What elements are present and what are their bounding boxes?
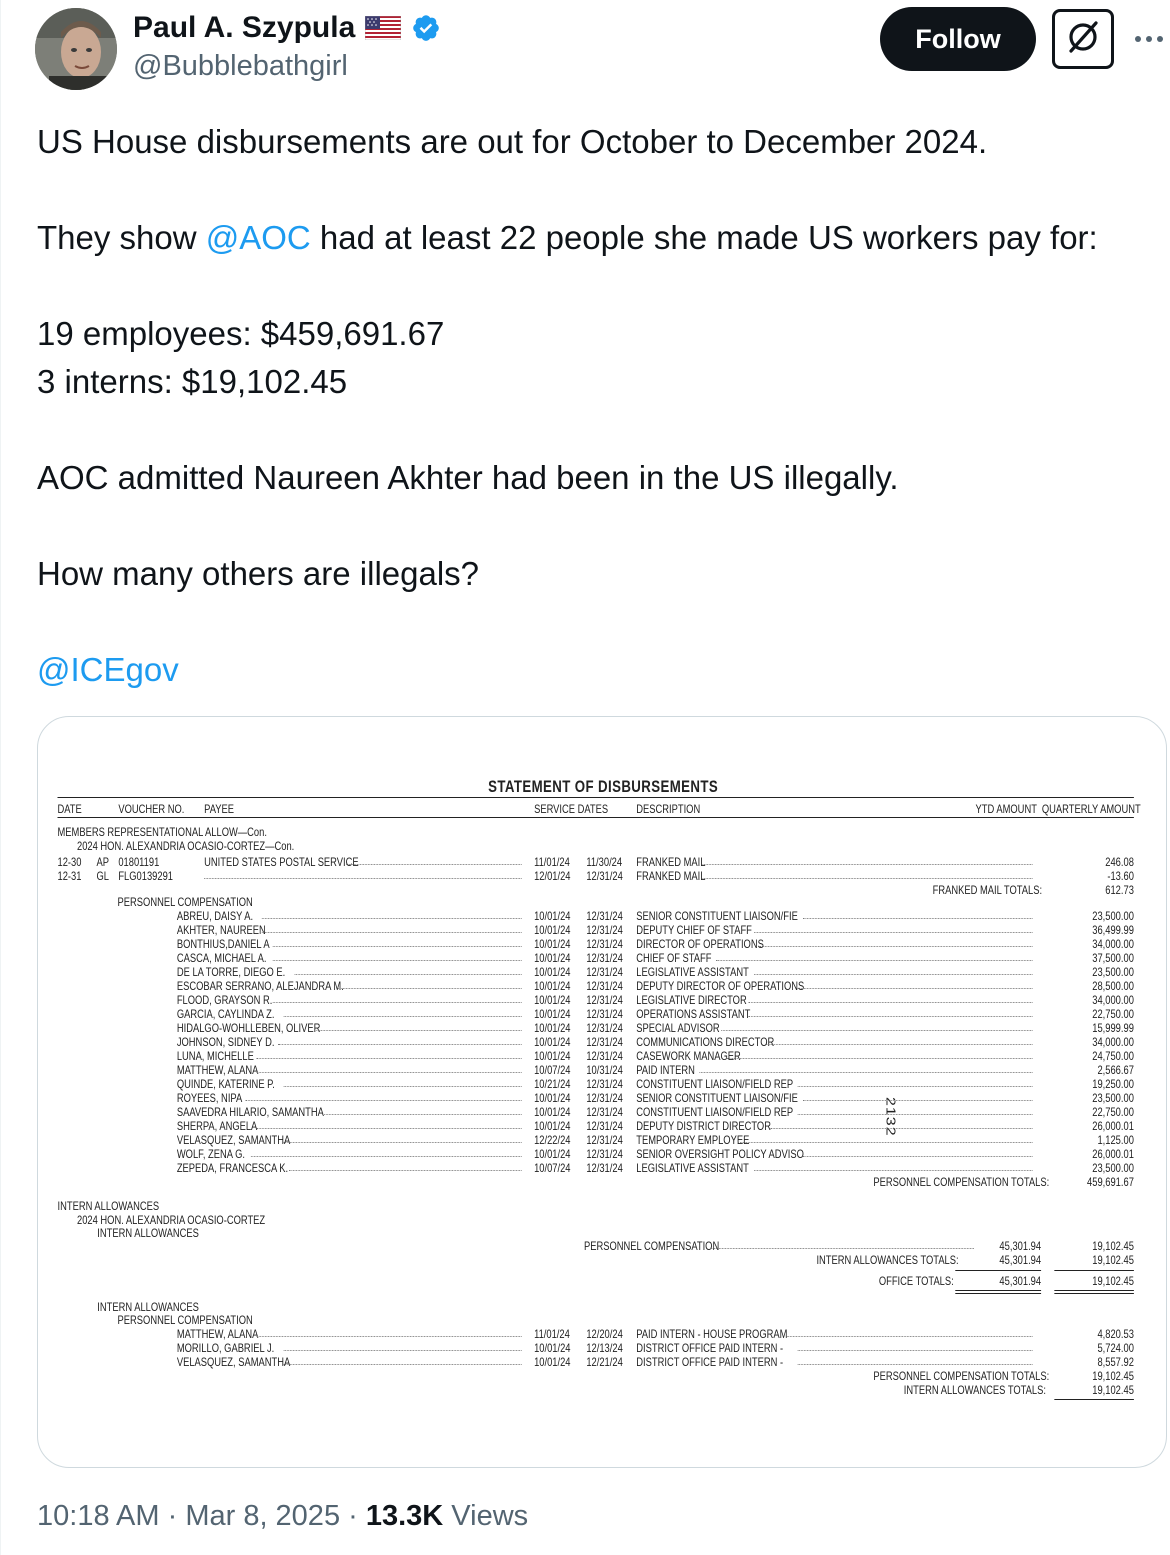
leader-dots [273,951,522,961]
staff-amount: 36,499.99 [1092,923,1134,937]
more-icon [1133,31,1165,49]
staff-title: SENIOR CONSTITUENT LIAISON/FIE [636,909,798,923]
leader-dots [245,1091,521,1101]
staff-to: 12/31/24 [586,1021,623,1035]
staff-name: SAAVEDRA HILARIO, SAMANTHA [176,1105,324,1119]
intern-from: 10/01/24 [534,1355,571,1369]
staff-title: LEGISLATIVE ASSISTANT [636,1161,749,1175]
staff-to: 12/31/24 [586,1161,623,1175]
leader-dots [322,1105,522,1115]
leader-dots [278,1035,521,1045]
leader-dots [727,1049,1033,1059]
intern-title: DISTRICT OFFICE PAID INTERN - [636,1341,784,1355]
staff-name: SHERPA, ANGELA [176,1119,258,1133]
author-avatar[interactable] [35,8,117,90]
staff-to: 12/31/24 [586,979,623,993]
tweet-line [37,262,1147,310]
franked-total: 612.73 [1105,883,1134,897]
leader-dots [273,993,522,1003]
leader-dots [765,1035,1033,1045]
staff-from: 10/01/24 [534,937,571,951]
staff-amount: 34,000.00 [1092,993,1134,1007]
staff-title: CONSTITUENT LIAISON/FIELD REP [636,1077,794,1091]
row-date: 12-31 [57,869,82,883]
staff-to: 12/31/24 [586,1091,623,1105]
intern-pc-q: 19,102.45 [1092,1239,1134,1253]
divider [58,797,1134,798]
leader-dots [346,855,522,865]
intern-name: MATTHEW, ALANA [176,1327,259,1341]
intern-name: MORILLO, GABRIEL J. [176,1341,275,1355]
staff-name: ESCOBAR SERRANO, ALEJANDRA M. [176,979,344,993]
staff-name: DE LA TORRE, DIEGO E. [176,965,286,979]
header-service-dates: SERVICE DATES [534,802,609,816]
staff-title: PAID INTERN [636,1063,695,1077]
staff-to: 12/31/24 [586,993,623,1007]
staff-title: SENIOR CONSTITUENT LIAISON/FIE [636,1091,798,1105]
staff-to: 12/31/24 [586,951,623,965]
staff-name: CASCA, MICHAEL A. [176,951,267,965]
leader-dots [798,1105,1033,1115]
leader-dots [754,1161,1032,1171]
leader-dots [338,979,521,989]
tweet-line [37,598,1147,646]
staff-title: DIRECTOR OF OPERATIONS [636,937,764,951]
leader-dots [803,909,1032,919]
header-ytd: YTD AMOUNT [975,802,1037,816]
follow-button[interactable]: Follow [880,7,1036,71]
header-description: DESCRIPTION [636,802,701,816]
tweet-line [37,214,1147,262]
total-rule [955,1270,1041,1271]
staff-name: FLOOD, GRAYSON R. [176,993,273,1007]
staff-from: 12/22/24 [534,1133,571,1147]
staff-to: 12/31/24 [586,909,623,923]
staff-name: ROYEES, NIPA [176,1091,243,1105]
staff-name: AKHTER, NAUREEN [176,923,266,937]
staff-name: GARCIA, CAYLINDA Z. [176,1007,275,1021]
franked-total-label: FRANKED MAIL TOTALS: [932,883,1043,897]
leader-dots [284,1355,522,1365]
intern-to: 12/13/24 [586,1341,623,1355]
leader-dots [204,869,521,879]
leader-dots [251,1147,522,1157]
staff-to: 12/31/24 [586,1035,623,1049]
intern-allow-totals: 19,102.45 [1092,1383,1134,1397]
total-rule [1054,1290,1134,1291]
staff-amount: 1,125.00 [1097,1133,1134,1147]
staff-title: TEMPORARY EMPLOYEE [636,1133,750,1147]
intern-allow-totals-label: INTERN ALLOWANCES TOTALS: [903,1383,1046,1397]
staff-from: 10/01/24 [534,951,571,965]
staff-name: LUNA, MICHELLE [176,1049,254,1063]
staff-name: QUINDE, KATERINE P. [176,1077,275,1091]
staff-to: 10/31/24 [586,1063,623,1077]
tweet-text [37,118,1147,694]
page-number: 2132 [883,1097,897,1137]
more-options-button[interactable] [1129,20,1169,60]
intern2-pc: PERSONNEL COMPENSATION [117,1313,253,1327]
tweet-line: AOC admitted Naureen Akhter had been in the US illegally. [37,459,899,496]
staff-name: ABREU, DAISY A. [176,909,254,923]
leader-dots [284,1077,522,1087]
tweet-line [37,166,1147,214]
header-date: DATE [57,802,82,816]
staff-to: 12/31/24 [586,1133,623,1147]
section-subheading: 2024 HON. ALEXANDRIA OCASIO-CORTEZ—Con. [77,839,295,853]
leader-dots [754,965,1032,975]
staff-name: BONTHIUS,DANIEL A [176,937,270,951]
row-type: AP [96,855,109,869]
staff-name: ZEPEDA, FRANCESCA K. [176,1161,289,1175]
staff-from: 10/07/24 [534,1161,571,1175]
staff-amount: 23,500.00 [1092,1161,1134,1175]
author-name[interactable]: Paul A. Szypula [133,11,356,44]
tweet-line: 3 interns: $19,102.45 [37,363,348,400]
staff-from: 10/01/24 [534,1049,571,1063]
leader-dots [798,1341,1033,1351]
row-date: 12-30 [57,855,82,869]
leader-dots [721,1021,1032,1031]
staff-amount: 37,500.00 [1092,951,1134,965]
staff-from: 10/01/24 [534,1007,571,1021]
staff-to: 12/31/24 [586,1007,623,1021]
tweet-line [37,406,1147,454]
staff-title: SPECIAL ADVISOR [636,1021,720,1035]
staff-from: 10/01/24 [534,1021,571,1035]
intern-totals-ytd: 45,301.94 [999,1253,1042,1267]
row-to: 12/31/24 [586,869,623,883]
author-name-row [133,10,441,46]
staff-title: DEPUTY DIRECTOR OF OPERATIONS [636,979,805,993]
mention-icegov-link[interactable]: @ICEgov [37,651,179,688]
leader-dots [289,1161,521,1171]
divider [58,817,1134,818]
total-rule [955,1290,1041,1291]
leader-dots [710,1239,974,1249]
staff-amount: 22,750.00 [1092,1007,1134,1021]
staff-title: OPERATIONS ASSISTANT [636,1007,751,1021]
staff-name: VELASQUEZ, SAMANTHA [176,1133,291,1147]
staff-to: 12/31/24 [586,1077,623,1091]
separator: · [340,1500,366,1532]
personnel-heading: PERSONNEL COMPENSATION [117,895,253,909]
intern-section: INTERN ALLOWANCES [57,1199,160,1213]
total-rule [1054,1270,1134,1271]
leader-dots [787,1327,1033,1337]
leader-dots [273,937,522,947]
staff-to: 12/31/24 [586,1147,623,1161]
leader-dots [316,1021,521,1031]
staff-from: 10/01/24 [534,1119,571,1133]
personnel-total: 459,691.67 [1087,1175,1134,1189]
intern2-section: INTERN ALLOWANCES [97,1300,199,1314]
staff-amount: 34,000.00 [1092,1035,1134,1049]
intern-sub: 2024 HON. ALEXANDRIA OCASIO-CORTEZ [77,1213,266,1227]
intern-amount: 8,557.92 [1097,1355,1134,1369]
row-amount: 246.08 [1105,855,1134,869]
leader-dots [284,1341,522,1351]
staff-from: 10/01/24 [534,965,571,979]
leader-dots [798,979,1033,989]
document-title: STATEMENT OF DISBURSEMENTS [488,777,719,796]
staff-title: DEPUTY CHIEF OF STAFF [636,923,752,937]
tweet-line-suffix: had at least 22 people she made US workers pay for: [310,219,1098,256]
header-payee: PAYEE [204,802,234,816]
tweet-line [37,646,1147,694]
personnel-total-label: PERSONNEL COMPENSATION TOTALS: [873,1175,1050,1189]
staff-title: DEPUTY DISTRICT DIRECTOR [636,1119,771,1133]
leader-dots [256,1119,521,1129]
row-type: GL [96,869,109,883]
leader-dots [256,1049,521,1059]
office-totals-q: 19,102.45 [1092,1274,1134,1288]
us-flag-icon [365,16,401,40]
leader-dots [716,951,1033,961]
leader-dots [262,909,522,919]
tweet-time[interactable]: 10:18 AM [37,1500,160,1532]
staff-to: 12/31/24 [586,923,623,937]
staff-from: 10/07/24 [534,1063,571,1077]
leader-dots [749,1007,1033,1017]
staff-to: 12/31/24 [586,1119,623,1133]
disbursement-document [38,717,1141,1468]
staff-amount: 26,000.01 [1092,1119,1134,1133]
leader-dots [256,1327,521,1337]
row-from: 12/01/24 [534,869,571,883]
intern-to: 12/20/24 [586,1327,623,1341]
staff-amount: 24,750.00 [1092,1049,1134,1063]
leader-dots [738,1133,1033,1143]
staff-amount: 19,250.00 [1092,1077,1134,1091]
staff-title: CASEWORK MANAGER [636,1049,741,1063]
intern-sub2: INTERN ALLOWANCES [97,1226,199,1240]
intern-name: VELASQUEZ, SAMANTHA [176,1355,291,1369]
leader-dots [760,937,1033,947]
tweet-line: US House disbursements are out for October to December 2024. [37,123,988,160]
staff-from: 10/01/24 [534,1147,571,1161]
staff-from: 10/01/24 [534,923,571,937]
row-voucher: FLG0139291 [118,869,173,883]
staff-from: 10/01/24 [534,979,571,993]
staff-amount: 28,500.00 [1092,979,1134,993]
staff-amount: 23,500.00 [1092,965,1134,979]
separator: · [159,1500,186,1532]
intern-to: 12/21/24 [586,1355,623,1369]
grok-button[interactable] [1052,9,1114,69]
staff-title: LEGISLATIVE DIRECTOR [636,993,747,1007]
staff-amount: 15,999.99 [1092,1021,1134,1035]
row-desc: FRANKED MAIL [636,855,706,869]
staff-title: COMMUNICATIONS DIRECTOR [636,1035,775,1049]
row-voucher: 01801191 [118,855,160,869]
row-to: 11/30/24 [586,855,623,869]
office-totals-ytd: 45,301.94 [999,1274,1042,1288]
tweet-date[interactable]: Mar 8, 2025 [185,1500,341,1532]
tweet-line: How many others are illegals? [37,555,480,592]
staff-from: 10/01/24 [534,1035,571,1049]
header-voucher: VOUCHER NO. [118,802,185,816]
intern-title: DISTRICT OFFICE PAID INTERN - [636,1355,784,1369]
verified-badge-icon[interactable] [411,13,441,43]
author-handle[interactable]: @Bubblebathgirl [133,50,348,82]
intern-amount: 5,724.00 [1097,1341,1134,1355]
leader-dots [284,1007,522,1017]
views-label: Views [443,1500,529,1532]
leader-dots [295,965,522,975]
staff-amount: 2,566.67 [1097,1063,1134,1077]
row-desc: FRANKED MAIL [636,869,706,883]
header-quarterly: QUARTERLY AMOUNT [1041,802,1141,816]
staff-title: CONSTITUENT LIAISON/FIELD REP [636,1105,794,1119]
intern-title: PAID INTERN - HOUSE PROGRAM [636,1327,788,1341]
intern-pc-totals: 19,102.45 [1092,1369,1134,1383]
staff-name: MATTHEW, ALANA [176,1063,259,1077]
views-count: 13.3K [365,1500,444,1532]
staff-to: 12/31/24 [586,1105,623,1119]
intern-pc-totals-label: PERSONNEL COMPENSATION TOTALS: [873,1369,1050,1383]
mention-aoc-link[interactable]: @AOC [205,219,311,256]
staff-from: 10/21/24 [534,1077,571,1091]
leader-dots [798,1077,1033,1087]
total-rule [1054,1293,1134,1294]
leader-dots [699,1063,1032,1073]
row-amount: -13.60 [1107,869,1134,883]
intern-pc-ytd: 45,301.94 [999,1239,1042,1253]
intern-from: 10/01/24 [534,1341,571,1355]
staff-amount: 26,000.01 [1092,1147,1134,1161]
staff-title: SENIOR OVERSIGHT POLICY ADVISO [636,1147,804,1161]
row-from: 11/01/24 [534,855,570,869]
staff-amount: 22,750.00 [1092,1105,1134,1119]
leader-dots [703,855,1033,865]
section-heading: MEMBERS REPRESENTATIONAL ALLOW—Con. [57,825,267,839]
staff-from: 10/01/24 [534,909,571,923]
staff-to: 12/31/24 [586,965,623,979]
leader-dots [803,1147,1032,1157]
staff-from: 10/01/24 [534,1105,571,1119]
staff-to: 12/31/24 [586,1049,623,1063]
staff-amount: 23,500.00 [1092,909,1134,923]
grok-icon [1063,17,1103,62]
leader-dots [770,1119,1032,1129]
staff-amount: 34,000.00 [1092,937,1134,951]
staff-from: 10/01/24 [534,993,571,1007]
row-payee: UNITED STATES POSTAL SERVICE [204,855,359,869]
tweet-line-prefix: They show [37,219,206,256]
staff-name: HIDALGO-WOHLLEBEN, OLIVER [176,1021,321,1035]
tweet-line [37,502,1147,550]
intern-totals-q: 19,102.45 [1092,1253,1134,1267]
tweet-meta [37,1500,528,1533]
staff-title: CHIEF OF STAFF [636,951,712,965]
leader-dots [749,993,1033,1003]
staff-name: WOLF, ZENA G. [176,1147,245,1161]
office-totals-label: OFFICE TOTALS: [878,1274,954,1288]
leader-dots [703,869,1033,879]
total-rule [1054,1399,1134,1400]
intern-amount: 4,820.53 [1097,1327,1134,1341]
leader-dots [284,1133,522,1143]
attached-image[interactable] [37,716,1167,1468]
intern-totals-label: INTERN ALLOWANCES TOTALS: [816,1253,959,1267]
leader-dots [262,923,522,933]
intern-pc-label: PERSONNEL COMPENSATION [584,1239,720,1253]
tweet-line: 19 employees: $459,691.67 [37,315,445,352]
staff-to: 12/31/24 [586,937,623,951]
intern-from: 11/01/24 [534,1327,570,1341]
leader-dots [803,1091,1032,1101]
staff-amount: 23,500.00 [1092,1091,1134,1105]
leader-dots [256,1063,521,1073]
staff-title: LEGISLATIVE ASSISTANT [636,965,749,979]
total-rule [955,1293,1041,1294]
staff-name: JOHNSON, SIDNEY D. [176,1035,275,1049]
staff-from: 10/01/24 [534,1091,571,1105]
leader-dots [754,923,1032,933]
leader-dots [798,1355,1033,1365]
